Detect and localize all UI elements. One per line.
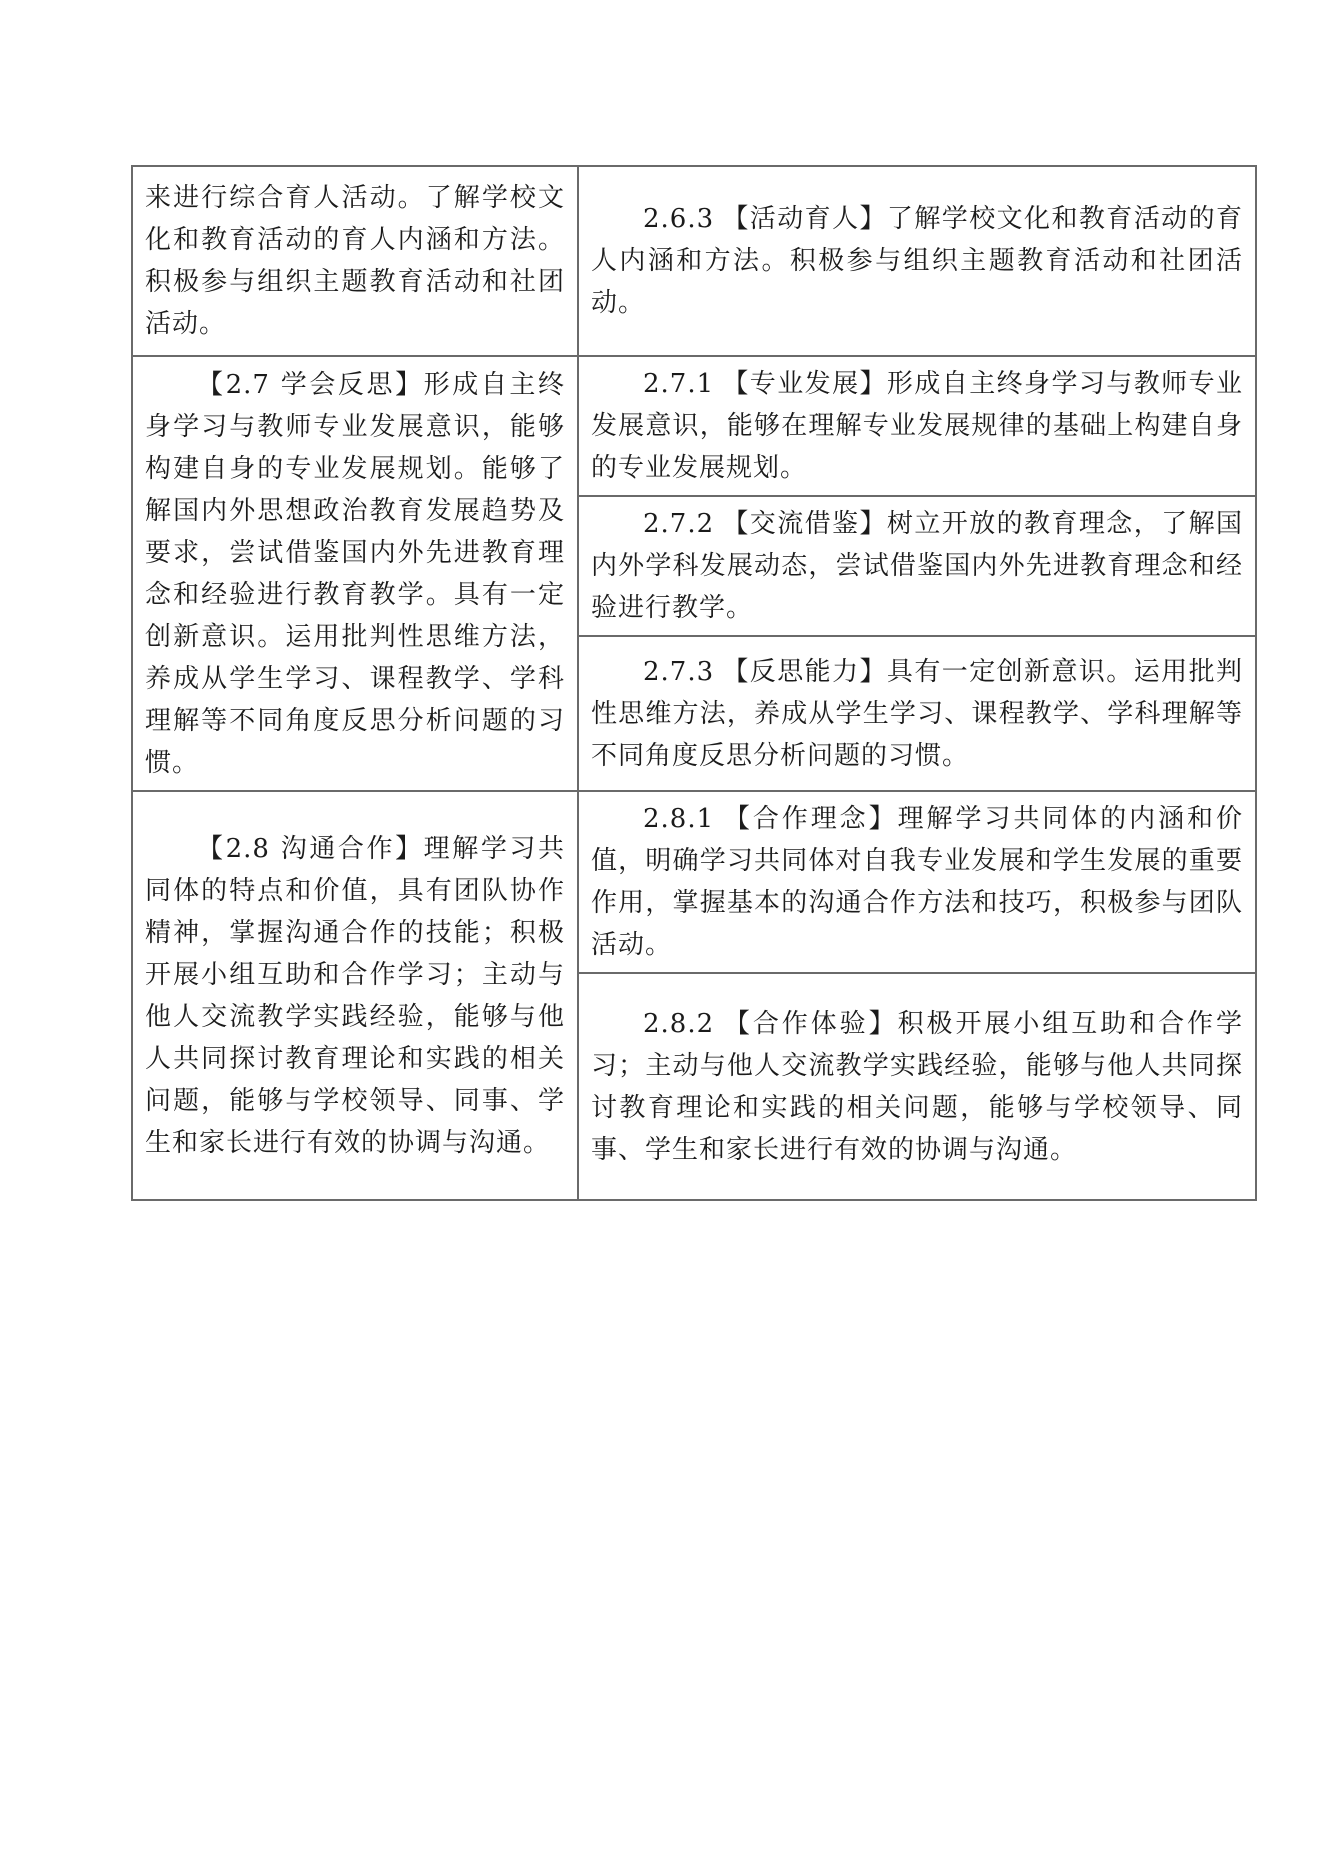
cell-left-2.7 <box>132 356 578 791</box>
cell-2.7.2 <box>578 496 1256 636</box>
cell-left-2.6-continued <box>132 166 578 356</box>
cell-left-2.8 <box>132 791 578 1200</box>
item-text: 形成自主终身学习与教师专业发展意识，能够在理解专业发展规律的基础上构建自身的专业发展规划。 <box>591 369 1243 483</box>
item-label: 【交流借鉴】 <box>721 509 887 539</box>
section-label: 【2.7 学会反思】 <box>197 369 424 400</box>
item-2.7.3 <box>591 651 1243 777</box>
item-label: 【专业发展】 <box>721 369 887 399</box>
cell-2.7.1 <box>578 356 1256 496</box>
item-label: 【反思能力】 <box>721 656 887 687</box>
item-text: 理解学习共同体的内涵和价值，明确学习共同体对自我专业发展和学生发展的重要作用，掌握基本的沟通合作方法和技巧，积极参与团队活动。 <box>591 804 1243 960</box>
section-text: 形成自主终身学习与教师专业发展意识，能够构建自身的专业发展规划。能够了解国内外思想政治教育发展趋势及要求，尝试借鉴国内外先进教育理念和经验进行教育教学。具有一定创新意识。运用批判性思维方法，养成从学生学习、课程教学、学科理解等不同角度反思分析问题的习惯。 <box>145 369 565 778</box>
section-text: 理解学习共同体的特点和价值，具有团队协作精神，掌握沟通合作的技能；积极开展小组互助和合作学习；主动与他人交流教学实践经验，能够与他人共同探讨教育理论和实践的相关问题，能够与学校领导、同事、学生和家长进行有效的协调与沟通。 <box>145 833 565 1158</box>
cell-2.6.3 <box>578 166 1256 356</box>
left-2.6-text: 来进行综合育人活动。了解学校文化和教育活动的育人内涵和方法。积极参与组织主题教育活动和社团活动。 <box>145 183 565 339</box>
item-2.7.1 <box>591 363 1243 489</box>
cell-2.7.3 <box>578 636 1256 791</box>
section-label: 【2.8 沟通合作】 <box>197 833 424 864</box>
item-2.8.2 <box>591 1003 1243 1171</box>
item-number: 2.7.2 <box>643 509 715 539</box>
item-number: 2.7.1 <box>643 369 715 399</box>
item-label: 【活动育人】 <box>721 204 887 234</box>
item-number: 2.6.3 <box>643 204 715 234</box>
table-row <box>132 791 1256 973</box>
left-2.8 <box>145 828 565 1164</box>
table-row <box>132 166 1256 356</box>
cell-2.8.2 <box>578 973 1256 1200</box>
table-row <box>132 356 1256 496</box>
left-2.7 <box>145 364 565 784</box>
item-number: 2.8.2 <box>643 1008 715 1039</box>
item-number: 2.7.3 <box>643 656 715 687</box>
item-text: 具有一定创新意识。运用批判性思维方法，养成从学生学习、课程教学、学科理解等不同角度反思分析问题的习惯。 <box>591 656 1243 771</box>
cell-2.8.1 <box>578 791 1256 973</box>
item-2.7.2 <box>591 503 1243 629</box>
item-label: 【合作体验】 <box>721 1008 898 1039</box>
item-text: 积极开展小组互助和合作学习；主动与他人交流教学实践经验，能够与他人共同探讨教育理论和实践的相关问题，能够与学校领导、同事、学生和家长进行有效的协调与沟通。 <box>591 1008 1243 1165</box>
item-2.8.1 <box>591 798 1243 966</box>
item-label: 【合作理念】 <box>721 804 898 834</box>
item-text: 树立开放的教育理念，了解国内外学科发展动态，尝试借鉴国内外先进教育理念和经验进行教学。 <box>591 509 1243 623</box>
item-text: 了解学校文化和教育活动的育人内涵和方法。积极参与组织主题教育活动和社团活动。 <box>591 204 1243 318</box>
item-number: 2.8.1 <box>643 804 715 834</box>
competency-table <box>131 165 1257 1201</box>
item-2.6.3 <box>591 198 1243 324</box>
